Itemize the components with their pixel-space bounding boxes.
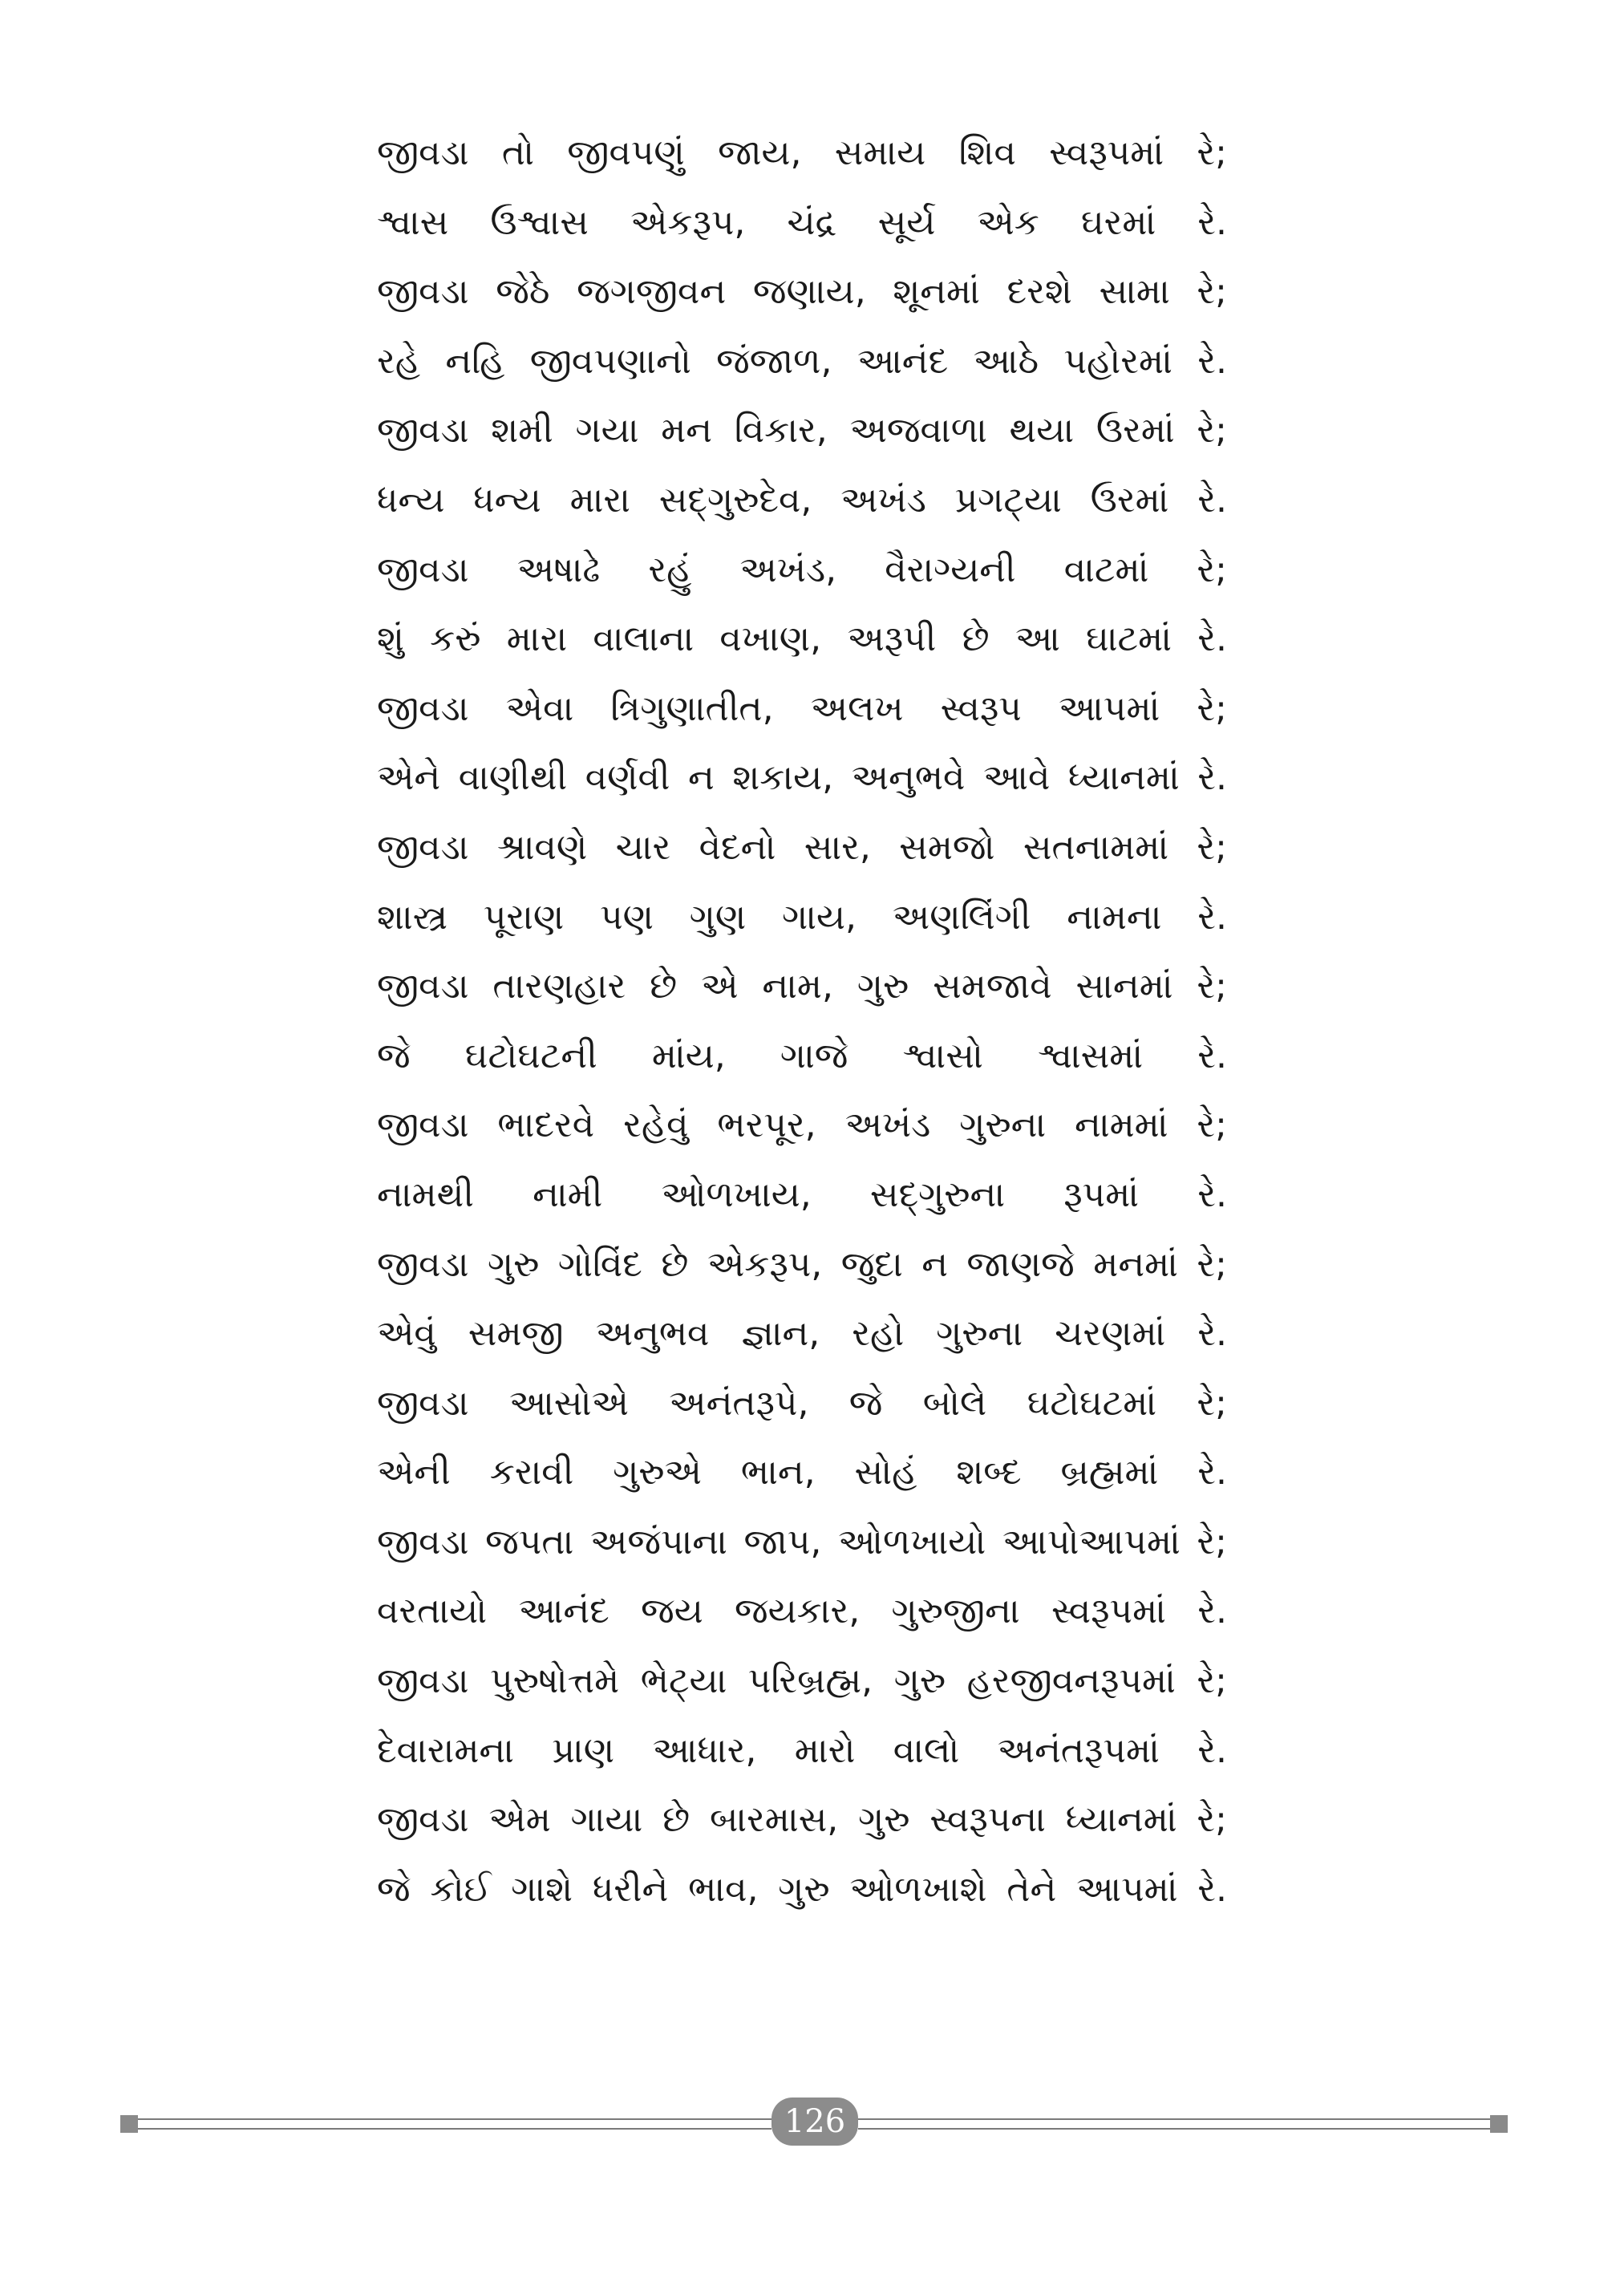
verse-line-23: જીવડા પુરુષોત્તમે ભેટ્યા પરિબ્રહ્મ, ગુરુ હરજીવનરૂપમાં રે; xyxy=(377,1660,1227,1702)
verse-line-3: જીવડા જેઠે જગજીવન જણાય, શૂનમાં દરશે સામા રે; xyxy=(377,271,1227,313)
verse-line-17: જીવડા ગુરુ ગોવિંદ છે એકરૂપ, જુદા ન જાણજે મનમાં રે; xyxy=(377,1243,1227,1285)
verse-line-19: જીવડા આસોએ અનંતરૂપે, જે બોલે ઘટોઘટમાં રે; xyxy=(377,1382,1227,1424)
poem-text xyxy=(377,119,1227,1924)
verse-line-14: જે ઘટોઘટની માંય, ગાજે શ્વાસો શ્વાસમાં રે. xyxy=(377,1035,1227,1076)
footer-left-rule xyxy=(138,2118,772,2130)
verse-line-7: જીવડા અષાઢે રહું અખંડ, વૈરાગ્યની વાટમાં રે; xyxy=(377,549,1227,590)
verse-line-22: વરતાયો આનંદ જય જયકાર, ગુરુજીના સ્વરૂપમાં રે. xyxy=(377,1591,1227,1632)
footer-right-rule xyxy=(858,2118,1490,2130)
verse-line-16: નામથી નામી ઓળખાય, સદ્ગુરુના રૂપમાં રે. xyxy=(377,1173,1227,1215)
verse-line-4: રહે નહિ જીવપણાનો જંજાળ, આનંદ આઠે પહોરમાં રે. xyxy=(377,340,1227,382)
verse-line-10: એને વાણીથી વર્ણવી ન શકાય, અનુભવે આવે ધ્યાનમાં રે. xyxy=(377,757,1227,799)
verse-line-25: જીવડા એમ ગાયા છે બારમાસ, ગુરુ સ્વરૂપના ધ્યાનમાં રે; xyxy=(377,1799,1227,1841)
page-number: 126 xyxy=(772,2098,858,2146)
verse-line-18: એવું સમજી અનુભવ જ્ઞાન, રહો ગુરુના ચરણમાં રે. xyxy=(377,1313,1227,1355)
verse-line-9: જીવડા એવા ત્રિગુણાતીત, અલખ સ્વરૂપ આપમાં રે; xyxy=(377,687,1227,729)
verse-line-15: જીવડા ભાદરવે રહેવું ભરપૂર, અખંડ ગુરુના નામમાં રે; xyxy=(377,1104,1227,1146)
verse-line-12: શાસ્ત્ર પૂરાણ પણ ગુણ ગાય, અણલિંગી નામના રે. xyxy=(377,896,1227,938)
footer-left-end-block xyxy=(120,2115,138,2133)
page-footer xyxy=(120,2098,1508,2146)
verse-line-5: જીવડા શમી ગયા મન વિકાર, અજવાળા થયા ઉરમાં રે; xyxy=(377,410,1227,452)
verse-line-1: જીવડા તો જીવપણું જાય, સમાય શિવ સ્વરૂપમાં રે; xyxy=(377,132,1227,173)
verse-line-2: શ્વાસ ઉશ્વાસ એકરૂપ, ચંદ્ર સૂર્ય એક ઘરમાં રે. xyxy=(377,201,1227,243)
verse-line-26: જે કોઈ ગાશે ધરીને ભાવ, ગુરુ ઓળખાશે તેને આપમાં રે. xyxy=(377,1868,1227,1910)
verse-line-6: ધન્ય ધન્ય મારા સદ્ગુરુદેવ, અખંડ પ્રગટ્યા ઉરમાં રે. xyxy=(377,479,1227,521)
verse-line-21: જીવડા જપતા અજંપાના જાપ, ઓળખાયો આપોઆપમાં રે; xyxy=(377,1521,1227,1563)
verse-line-8: શું કરું મારા વાલાના વખાણ, અરૂપી છે આ ઘાટમાં રે. xyxy=(377,618,1227,660)
verse-line-11: જીવડા શ્રાવણે ચાર વેદનો સાર, સમજો સતનામમાં રે; xyxy=(377,826,1227,868)
verse-line-20: એની કરાવી ગુરુએ ભાન, સોહં શબ્દ બ્રહ્મમાં રે. xyxy=(377,1452,1227,1494)
verse-line-24: દેવારામના પ્રાણ આધાર, મારો વાલો અનંતરૂપમાં રે. xyxy=(377,1729,1227,1771)
verse-line-13: જીવડા તારણહાર છે એ નામ, ગુરુ સમજાવે સાનમાં રે; xyxy=(377,966,1227,1007)
footer-right-end-block xyxy=(1490,2115,1508,2133)
